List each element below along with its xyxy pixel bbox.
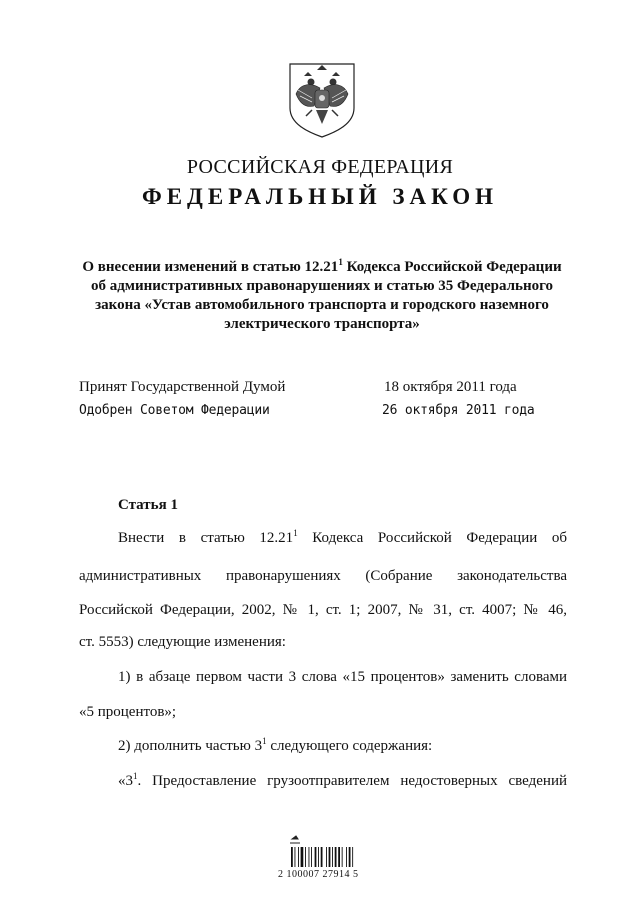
barcode-bar [309,847,310,867]
barcode-bar [291,847,293,867]
article-text-line: «5 процентов»; [79,704,177,720]
barcode-bar [338,847,340,867]
barcode-bar [332,847,333,867]
article-text-line: ст. 5553) следующие изменения: [79,634,286,650]
law-type-heading: ФЕДЕРАЛЬНЫЙ ЗАКОН [141,184,499,209]
barcode-number: 2 100007 27914 5 [278,869,359,880]
coat-of-arms-emblem [284,60,360,140]
article-text-line: административных правонарушениях (Собрание законодательства [79,568,567,584]
law-title-line-2: об административных правонарушениях и статью 35 Федерального [90,278,554,294]
barcode-bar [335,847,337,867]
barcode-bar [346,847,347,867]
barcode-bar [342,847,343,867]
barcode-bar [321,847,323,867]
law-title [78,258,566,334]
article-text-line: Внести в статью 12.21$^1$ Кодекса Российской Федерации об [118,528,567,546]
barcode-bar [305,847,306,867]
adopted-label: Принят Государственной Думой [79,379,286,395]
article-text-line: 2) дополнить частью $3^1$ следующего содержания: [118,736,433,754]
barcode-bar [295,847,296,867]
law-title-line-3: закона «Устав автомобильного транспорта и городского наземного [95,297,549,313]
country-heading: РОССИЙСКАЯ ФЕДЕРАЦИЯ [186,156,454,178]
article-heading: Статья 1 [118,497,178,513]
barcode-bar [298,847,299,867]
barcode-bar [318,847,319,867]
article-text-line: Российской Федерации, 2002, № 1, ст. 1; 2007, № 31, ст. 4007; № 46, [79,602,567,618]
article-text-line: «$3^1$. Предоставление грузоотправителем недостоверных сведений [118,771,567,789]
approved-date: 26 октября 2011 года [382,403,535,418]
article-text-line: 1) в абзаце первом части 3 слова «15 процентов» заменить словами [118,669,567,685]
approved-label: Одобрен Советом Федерации [79,403,270,418]
barcode-bar [352,847,353,867]
barcode-bar [326,847,327,867]
barcode-bar [329,847,331,867]
adopted-date: 18 октября 2011 года [384,379,517,395]
barcode-bar [301,847,304,867]
barcode-bar [315,847,317,867]
barcode-bar [311,847,312,867]
law-title-line-4: электрического транспорта» [224,316,420,332]
barcode-bar [349,847,351,867]
law-title-line-1: О внесении изменений в статью 12.21$^1$ Кодекса Российской Федерации [82,257,562,275]
